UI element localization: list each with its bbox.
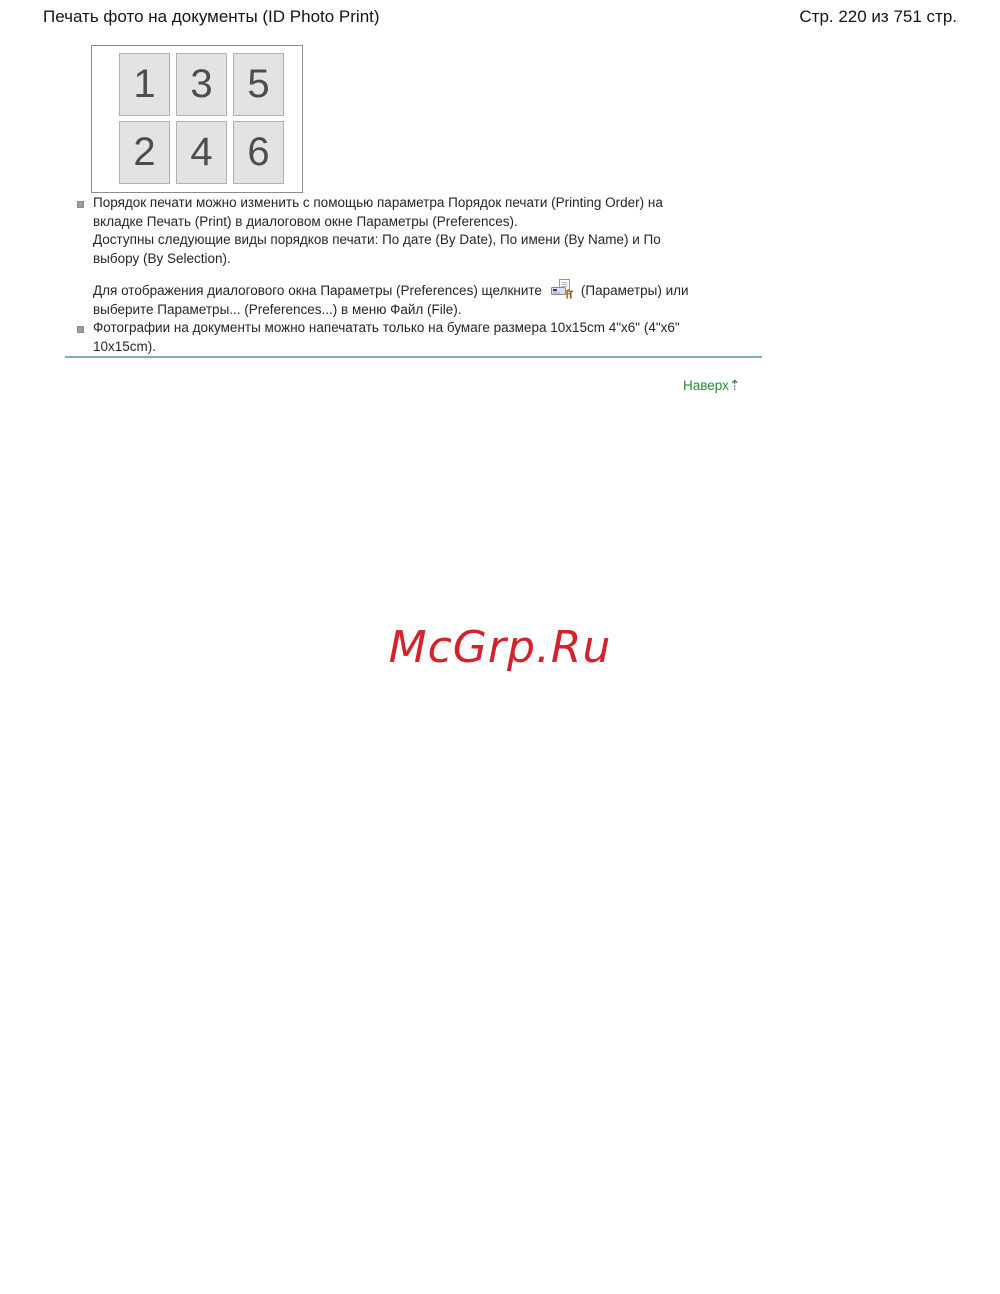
printer-preferences-icon [551, 279, 573, 300]
up-arrow-icon: ⇡ [728, 377, 741, 393]
bullet-square-icon [77, 201, 84, 208]
figure-cell: 6 [233, 121, 284, 184]
figure-cell: 1 [119, 53, 170, 116]
note-text-line: вкладке Печать (Print) в диалоговом окне Параметры (Preferences). [93, 213, 518, 229]
note-text-segment: (Параметры) или [580, 283, 689, 298]
figure-cell: 4 [176, 121, 227, 184]
note-printing-order [93, 194, 793, 319]
figure-cell: 5 [233, 53, 284, 116]
note-text-line: 10x15cm). [93, 338, 157, 354]
note-text-line: Фотографии на документы можно напечатать только на бумаге размера 10x15cm 4"x6" (4"x6" [93, 320, 680, 335]
page-title: Печать фото на документы (ID Photo Print) [43, 7, 380, 26]
note-text-line: Порядок печати можно изменить с помощью параметра Порядок печати (Printing Order) на [93, 195, 663, 210]
page-number-indicator: Стр. 220 из 751 стр. [799, 7, 957, 26]
section-separator [65, 356, 762, 358]
back-to-top-label: Наверх [683, 378, 729, 393]
note-text-line [93, 279, 793, 301]
notes-list [93, 194, 793, 356]
note-preferences-dialog [93, 279, 793, 319]
back-to-top-link[interactable] [683, 377, 741, 394]
print-order-figure [91, 45, 303, 193]
note-paper-size [93, 319, 793, 356]
note-text-line: выбору (By Selection). [93, 250, 231, 266]
note-text-line: выберите Параметры... (Preferences...) в меню Файл (File). [93, 301, 462, 317]
note-text-segment: Для отображения диалогового окна Параметры (Preferences) щелкните [93, 283, 542, 298]
bullet-square-icon [77, 326, 84, 333]
figure-cell: 2 [119, 121, 170, 184]
note-text-line: Доступны следующие виды порядков печати: По дате (By Date), По имени (By Name) и По [93, 232, 661, 247]
mcgrp-watermark: McGrp.Ru [388, 622, 612, 673]
figure-cell: 3 [176, 53, 227, 116]
